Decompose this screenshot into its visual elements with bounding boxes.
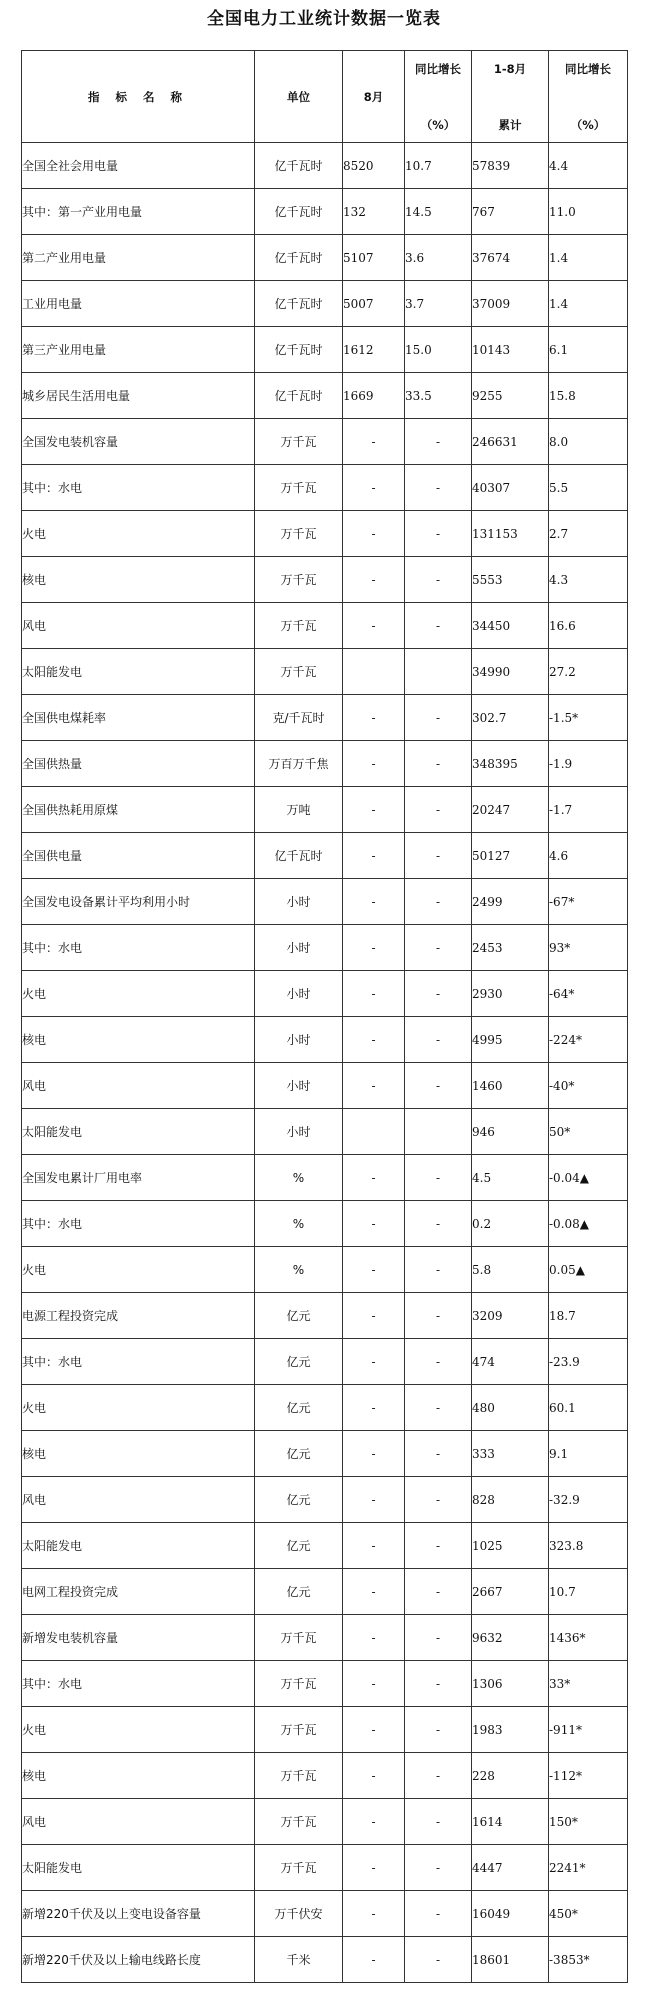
month-value-cell: 8520: [343, 143, 405, 189]
ytd-value-cell: 2453: [472, 925, 549, 971]
ytd-yoy-cell: 16.6: [549, 603, 628, 649]
unit-cell: 亿元: [255, 1569, 343, 1615]
ytd-yoy-cell: 10.7: [549, 1569, 628, 1615]
month-value-cell: [343, 649, 405, 695]
ytd-yoy-cell: 27.2: [549, 649, 628, 695]
month-value-cell: -: [343, 787, 405, 833]
table-row: [22, 281, 628, 327]
unit-cell: 万千瓦: [255, 419, 343, 465]
month-yoy-cell: 3.7: [405, 281, 472, 327]
ytd-value-cell: 3209: [472, 1293, 549, 1339]
table-row: [22, 1431, 628, 1477]
ytd-value-cell: 302.7: [472, 695, 549, 741]
month-value-cell: 5007: [343, 281, 405, 327]
ytd-yoy-cell: 4.4: [549, 143, 628, 189]
ytd-value-cell: 2499: [472, 879, 549, 925]
unit-cell: 万百万千焦: [255, 741, 343, 787]
month-value-cell: -: [343, 1891, 405, 1937]
ytd-value-cell: 333: [472, 1431, 549, 1477]
unit-cell: 万千瓦: [255, 557, 343, 603]
table-row: [22, 1569, 628, 1615]
table-row: [22, 1753, 628, 1799]
unit-cell: 万千瓦: [255, 1799, 343, 1845]
unit-cell: 万千瓦: [255, 511, 343, 557]
indicator-name-cell: 电网工程投资完成: [22, 1569, 255, 1615]
ytd-yoy-cell: -0.04▲: [549, 1155, 628, 1201]
month-yoy-cell: -: [405, 1845, 472, 1891]
month-value-cell: -: [343, 1661, 405, 1707]
ytd-value-cell: 20247: [472, 787, 549, 833]
indicator-name-cell: 火电: [22, 1247, 255, 1293]
month-yoy-cell: -: [405, 465, 472, 511]
ytd-value-cell: 228: [472, 1753, 549, 1799]
unit-cell: 万千瓦: [255, 1615, 343, 1661]
ytd-value-cell: 1306: [472, 1661, 549, 1707]
ytd-yoy-cell: 11.0: [549, 189, 628, 235]
month-yoy-cell: -: [405, 1615, 472, 1661]
ytd-value-cell: 37009: [472, 281, 549, 327]
month-yoy-cell: -: [405, 1293, 472, 1339]
indicator-name-cell: 第二产业用电量: [22, 235, 255, 281]
ytd-value-cell: 57839: [472, 143, 549, 189]
table-row: [22, 971, 628, 1017]
table-row: [22, 787, 628, 833]
ytd-yoy-cell: -1.7: [549, 787, 628, 833]
table-row: [22, 1109, 628, 1155]
indicator-name-cell: 核电: [22, 557, 255, 603]
month-value-cell: -: [343, 419, 405, 465]
statistics-table: [21, 50, 628, 1983]
header-month-yoy-bottom: （%）: [420, 117, 456, 132]
month-value-cell: -: [343, 971, 405, 1017]
indicator-name-cell: 新增220千伏及以上变电设备容量: [22, 1891, 255, 1937]
unit-cell: %: [255, 1247, 343, 1293]
month-yoy-cell: -: [405, 925, 472, 971]
indicator-name-cell: 工业用电量: [22, 281, 255, 327]
ytd-yoy-cell: -67*: [549, 879, 628, 925]
month-yoy-cell: -: [405, 1017, 472, 1063]
ytd-value-cell: 2930: [472, 971, 549, 1017]
month-yoy-cell: -: [405, 511, 472, 557]
month-yoy-cell: 15.0: [405, 327, 472, 373]
month-yoy-cell: [405, 1109, 472, 1155]
month-value-cell: -: [343, 1247, 405, 1293]
indicator-name-cell: 风电: [22, 1063, 255, 1109]
unit-cell: 小时: [255, 1063, 343, 1109]
month-yoy-cell: -: [405, 879, 472, 925]
page-title: 全国电力工业统计数据一览表: [207, 9, 441, 29]
unit-cell: 亿元: [255, 1385, 343, 1431]
table-row: [22, 1661, 628, 1707]
month-yoy-cell: -: [405, 557, 472, 603]
ytd-yoy-cell: 9.1: [549, 1431, 628, 1477]
unit-cell: 亿元: [255, 1523, 343, 1569]
table-row: [22, 557, 628, 603]
unit-cell: 亿千瓦时: [255, 281, 343, 327]
ytd-yoy-cell: 1436*: [549, 1615, 628, 1661]
header-month-yoy-top: 同比增长: [415, 61, 461, 76]
ytd-yoy-cell: 2.7: [549, 511, 628, 557]
table-body: [22, 143, 628, 1983]
unit-cell: 万千瓦: [255, 1845, 343, 1891]
month-value-cell: -: [343, 741, 405, 787]
ytd-value-cell: 474: [472, 1339, 549, 1385]
month-value-cell: -: [343, 1477, 405, 1523]
month-yoy-cell: -: [405, 1753, 472, 1799]
ytd-yoy-cell: -112*: [549, 1753, 628, 1799]
table-row: [22, 603, 628, 649]
month-value-cell: -: [343, 925, 405, 971]
month-value-cell: -: [343, 1523, 405, 1569]
ytd-yoy-cell: 33*: [549, 1661, 628, 1707]
ytd-yoy-cell: -1.9: [549, 741, 628, 787]
table-row: [22, 1339, 628, 1385]
table-row: [22, 1155, 628, 1201]
month-yoy-cell: -: [405, 1431, 472, 1477]
indicator-name-cell: 其中：水电: [22, 465, 255, 511]
month-yoy-cell: -: [405, 833, 472, 879]
month-value-cell: 5107: [343, 235, 405, 281]
unit-cell: 小时: [255, 925, 343, 971]
header-ytd-bottom: 累计: [498, 117, 522, 132]
ytd-yoy-cell: 93*: [549, 925, 628, 971]
month-value-cell: -: [343, 1707, 405, 1753]
month-yoy-cell: -: [405, 1477, 472, 1523]
table-header-row: [22, 51, 628, 143]
unit-cell: 千米: [255, 1937, 343, 1983]
table-row: [22, 465, 628, 511]
indicator-name-cell: 全国供热耗用原煤: [22, 787, 255, 833]
month-yoy-cell: -: [405, 1247, 472, 1293]
month-yoy-cell: -: [405, 419, 472, 465]
month-value-cell: -: [343, 557, 405, 603]
ytd-value-cell: 50127: [472, 833, 549, 879]
month-yoy-cell: -: [405, 603, 472, 649]
ytd-yoy-cell: 4.3: [549, 557, 628, 603]
ytd-yoy-cell: 6.1: [549, 327, 628, 373]
table-row: [22, 741, 628, 787]
month-yoy-cell: 10.7: [405, 143, 472, 189]
month-value-cell: -: [343, 1431, 405, 1477]
table-row: [22, 189, 628, 235]
unit-cell: 小时: [255, 971, 343, 1017]
table-row: [22, 833, 628, 879]
table-row: [22, 1201, 628, 1247]
table-row: [22, 143, 628, 189]
month-value-cell: -: [343, 1063, 405, 1109]
ytd-yoy-cell: -0.08▲: [549, 1201, 628, 1247]
ytd-value-cell: 4447: [472, 1845, 549, 1891]
ytd-value-cell: 37674: [472, 235, 549, 281]
month-value-cell: -: [343, 1017, 405, 1063]
ytd-value-cell: 348395: [472, 741, 549, 787]
month-value-cell: -: [343, 1201, 405, 1247]
month-value-cell: -: [343, 511, 405, 557]
indicator-name-cell: 风电: [22, 1799, 255, 1845]
ytd-value-cell: 480: [472, 1385, 549, 1431]
month-value-cell: -: [343, 1293, 405, 1339]
unit-cell: %: [255, 1201, 343, 1247]
table-row: [22, 1845, 628, 1891]
indicator-name-cell: 火电: [22, 511, 255, 557]
unit-cell: 万千瓦: [255, 603, 343, 649]
unit-cell: 万吨: [255, 787, 343, 833]
indicator-name-cell: 第三产业用电量: [22, 327, 255, 373]
month-value-cell: -: [343, 1155, 405, 1201]
month-yoy-cell: -: [405, 787, 472, 833]
header-month-yoy: [405, 51, 472, 143]
ytd-value-cell: 828: [472, 1477, 549, 1523]
table-row: [22, 1063, 628, 1109]
ytd-yoy-cell: 450*: [549, 1891, 628, 1937]
month-value-cell: 1669: [343, 373, 405, 419]
month-yoy-cell: 14.5: [405, 189, 472, 235]
table-row: [22, 1799, 628, 1845]
header-ytd-top: 1-8月: [493, 61, 527, 76]
ytd-yoy-cell: -32.9: [549, 1477, 628, 1523]
ytd-value-cell: 34990: [472, 649, 549, 695]
indicator-name-cell: 核电: [22, 1753, 255, 1799]
ytd-value-cell: 5553: [472, 557, 549, 603]
ytd-yoy-cell: -23.9: [549, 1339, 628, 1385]
table-row: [22, 1937, 628, 1983]
month-value-cell: -: [343, 695, 405, 741]
month-yoy-cell: -: [405, 695, 472, 741]
month-yoy-cell: -: [405, 741, 472, 787]
table-row: [22, 511, 628, 557]
unit-cell: 亿千瓦时: [255, 143, 343, 189]
unit-cell: 亿元: [255, 1293, 343, 1339]
month-value-cell: -: [343, 833, 405, 879]
indicator-name-cell: 火电: [22, 1385, 255, 1431]
header-unit: 单位: [255, 51, 343, 143]
indicator-name-cell: 核电: [22, 1017, 255, 1063]
unit-cell: 万千瓦: [255, 465, 343, 511]
indicator-name-cell: 风电: [22, 603, 255, 649]
month-value-cell: -: [343, 1569, 405, 1615]
month-value-cell: -: [343, 1799, 405, 1845]
indicator-name-cell: 全国发电设备累计平均利用小时: [22, 879, 255, 925]
ytd-value-cell: 767: [472, 189, 549, 235]
unit-cell: 小时: [255, 879, 343, 925]
ytd-yoy-cell: 4.6: [549, 833, 628, 879]
month-yoy-cell: [405, 649, 472, 695]
month-yoy-cell: -: [405, 1799, 472, 1845]
indicator-name-cell: 全国全社会用电量: [22, 143, 255, 189]
table-row: [22, 1017, 628, 1063]
unit-cell: 亿千瓦时: [255, 373, 343, 419]
unit-cell: 亿千瓦时: [255, 833, 343, 879]
table-row: [22, 1247, 628, 1293]
table-row: [22, 1707, 628, 1753]
table-row: [22, 1293, 628, 1339]
unit-cell: 万千瓦: [255, 1707, 343, 1753]
header-ytd-yoy-top: 同比增长: [565, 61, 611, 76]
ytd-value-cell: 2667: [472, 1569, 549, 1615]
ytd-value-cell: 1983: [472, 1707, 549, 1753]
table-row: [22, 327, 628, 373]
month-yoy-cell: -: [405, 1155, 472, 1201]
ytd-yoy-cell: -911*: [549, 1707, 628, 1753]
table-row: [22, 925, 628, 971]
month-yoy-cell: -: [405, 971, 472, 1017]
table-row: [22, 879, 628, 925]
ytd-value-cell: 0.2: [472, 1201, 549, 1247]
unit-cell: 亿元: [255, 1339, 343, 1385]
ytd-yoy-cell: 2241*: [549, 1845, 628, 1891]
table-row: [22, 649, 628, 695]
ytd-yoy-cell: 1.4: [549, 281, 628, 327]
indicator-name-cell: 全国供电量: [22, 833, 255, 879]
table-row: [22, 419, 628, 465]
month-yoy-cell: 3.6: [405, 235, 472, 281]
unit-cell: 亿千瓦时: [255, 327, 343, 373]
ytd-yoy-cell: 5.5: [549, 465, 628, 511]
unit-cell: 亿元: [255, 1477, 343, 1523]
ytd-value-cell: 9632: [472, 1615, 549, 1661]
header-ytd-yoy: [549, 51, 628, 143]
indicator-name-cell: 火电: [22, 971, 255, 1017]
unit-cell: 亿元: [255, 1431, 343, 1477]
table-row: [22, 1615, 628, 1661]
month-value-cell: -: [343, 1937, 405, 1983]
month-value-cell: -: [343, 603, 405, 649]
ytd-value-cell: 1025: [472, 1523, 549, 1569]
indicator-name-cell: 核电: [22, 1431, 255, 1477]
unit-cell: 小时: [255, 1017, 343, 1063]
month-value-cell: -: [343, 465, 405, 511]
month-yoy-cell: -: [405, 1523, 472, 1569]
month-yoy-cell: -: [405, 1937, 472, 1983]
ytd-value-cell: 1460: [472, 1063, 549, 1109]
table-row: [22, 373, 628, 419]
ytd-yoy-cell: -64*: [549, 971, 628, 1017]
unit-cell: 亿千瓦时: [255, 189, 343, 235]
indicator-name-cell: 城乡居民生活用电量: [22, 373, 255, 419]
month-yoy-cell: -: [405, 1339, 472, 1385]
indicator-name-cell: 太阳能发电: [22, 1523, 255, 1569]
indicator-name-cell: 全国发电装机容量: [22, 419, 255, 465]
month-value-cell: -: [343, 1615, 405, 1661]
month-yoy-cell: -: [405, 1063, 472, 1109]
ytd-yoy-cell: 0.05▲: [549, 1247, 628, 1293]
ytd-value-cell: 131153: [472, 511, 549, 557]
ytd-yoy-cell: 60.1: [549, 1385, 628, 1431]
indicator-name-cell: 其中：水电: [22, 1339, 255, 1385]
ytd-value-cell: 34450: [472, 603, 549, 649]
ytd-yoy-cell: -1.5*: [549, 695, 628, 741]
unit-cell: 万千瓦: [255, 1753, 343, 1799]
unit-cell: 万千瓦: [255, 1661, 343, 1707]
unit-cell: 小时: [255, 1109, 343, 1155]
ytd-value-cell: 5.8: [472, 1247, 549, 1293]
month-value-cell: 1612: [343, 327, 405, 373]
month-yoy-cell: -: [405, 1569, 472, 1615]
month-value-cell: [343, 1109, 405, 1155]
indicator-name-cell: 全国发电累计厂用电率: [22, 1155, 255, 1201]
indicator-name-cell: 太阳能发电: [22, 1109, 255, 1155]
ytd-value-cell: 10143: [472, 327, 549, 373]
ytd-yoy-cell: -40*: [549, 1063, 628, 1109]
header-month: 8月: [343, 51, 405, 143]
indicator-name-cell: 新增发电装机容量: [22, 1615, 255, 1661]
ytd-yoy-cell: -224*: [549, 1017, 628, 1063]
indicator-name-cell: 电源工程投资完成: [22, 1293, 255, 1339]
header-ytd: [472, 51, 549, 143]
indicator-name-cell: 风电: [22, 1477, 255, 1523]
table-row: [22, 1523, 628, 1569]
month-value-cell: -: [343, 1845, 405, 1891]
indicator-name-cell: 全国供电煤耗率: [22, 695, 255, 741]
month-yoy-cell: -: [405, 1661, 472, 1707]
month-value-cell: -: [343, 879, 405, 925]
month-value-cell: -: [343, 1753, 405, 1799]
unit-cell: %: [255, 1155, 343, 1201]
table-row: [22, 1385, 628, 1431]
indicator-name-cell: 其中：水电: [22, 1201, 255, 1247]
ytd-value-cell: 4995: [472, 1017, 549, 1063]
table-row: [22, 1891, 628, 1937]
month-yoy-cell: 33.5: [405, 373, 472, 419]
indicator-name-cell: 其中：水电: [22, 1661, 255, 1707]
indicator-name-cell: 新增220千伏及以上输电线路长度: [22, 1937, 255, 1983]
table-row: [22, 695, 628, 741]
ytd-yoy-cell: 8.0: [549, 419, 628, 465]
ytd-yoy-cell: 18.7: [549, 1293, 628, 1339]
ytd-yoy-cell: -3853*: [549, 1937, 628, 1983]
month-yoy-cell: -: [405, 1707, 472, 1753]
month-yoy-cell: -: [405, 1385, 472, 1431]
month-yoy-cell: -: [405, 1201, 472, 1247]
indicator-name-cell: 太阳能发电: [22, 1845, 255, 1891]
header-ytd-yoy-bottom: （%）: [570, 117, 606, 132]
indicator-name-cell: 其中：水电: [22, 925, 255, 971]
ytd-yoy-cell: 15.8: [549, 373, 628, 419]
unit-cell: 万千伏安: [255, 1891, 343, 1937]
month-yoy-cell: -: [405, 1891, 472, 1937]
table-row: [22, 235, 628, 281]
ytd-value-cell: 4.5: [472, 1155, 549, 1201]
unit-cell: 克/千瓦时: [255, 695, 343, 741]
ytd-value-cell: 9255: [472, 373, 549, 419]
indicator-name-cell: 太阳能发电: [22, 649, 255, 695]
ytd-yoy-cell: 150*: [549, 1799, 628, 1845]
ytd-value-cell: 18601: [472, 1937, 549, 1983]
unit-cell: 万千瓦: [255, 649, 343, 695]
indicator-name-cell: 其中：第一产业用电量: [22, 189, 255, 235]
ytd-value-cell: 946: [472, 1109, 549, 1155]
ytd-yoy-cell: 1.4: [549, 235, 628, 281]
indicator-name-cell: 全国供热量: [22, 741, 255, 787]
table-row: [22, 1477, 628, 1523]
ytd-value-cell: 16049: [472, 1891, 549, 1937]
month-value-cell: 132: [343, 189, 405, 235]
header-indicator-name: 指 标 名 称: [22, 51, 255, 143]
month-value-cell: -: [343, 1339, 405, 1385]
ytd-value-cell: 1614: [472, 1799, 549, 1845]
ytd-value-cell: 40307: [472, 465, 549, 511]
indicator-name-cell: 火电: [22, 1707, 255, 1753]
ytd-yoy-cell: 323.8: [549, 1523, 628, 1569]
ytd-yoy-cell: 50*: [549, 1109, 628, 1155]
unit-cell: 亿千瓦时: [255, 235, 343, 281]
month-value-cell: -: [343, 1385, 405, 1431]
ytd-value-cell: 246631: [472, 419, 549, 465]
